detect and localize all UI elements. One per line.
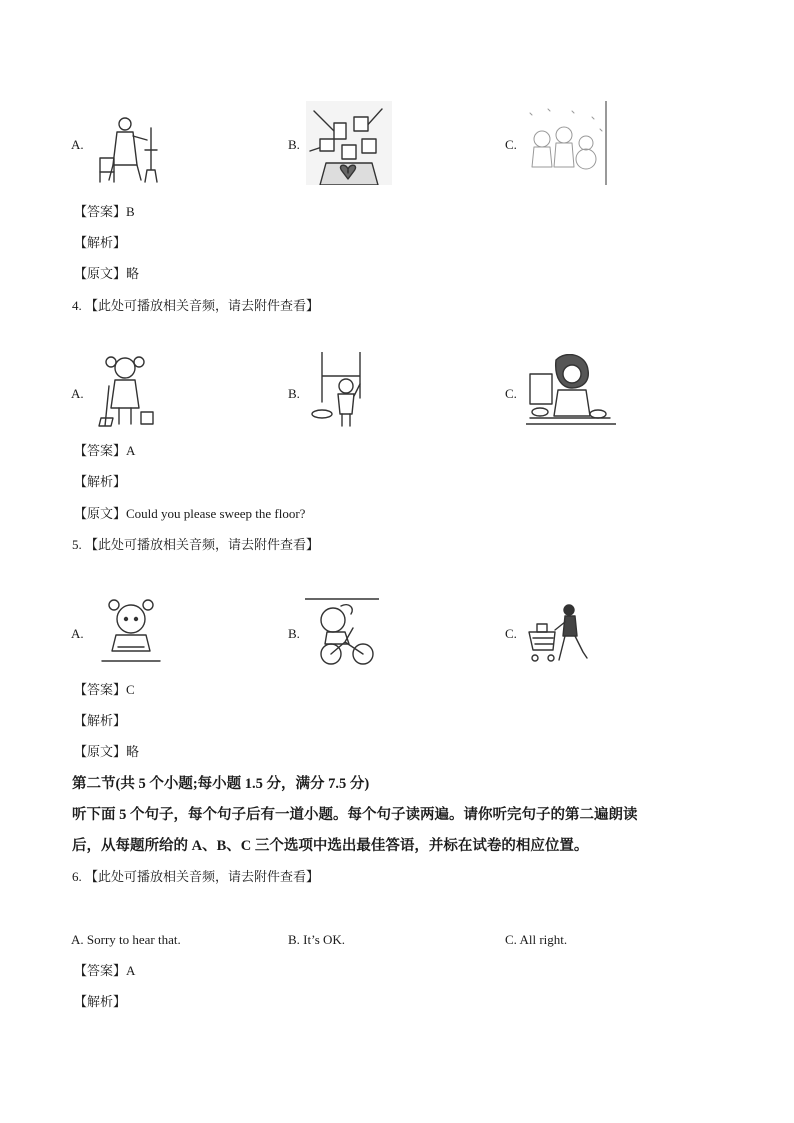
- q3-option-a-label: A.: [71, 137, 84, 152]
- q6-answer: 【答案】A: [74, 963, 136, 978]
- section2-instruction-line2: 后，从每题所给的 A、B、C 三个选项中选出最佳答语，并标在试卷的相应位置。: [72, 838, 589, 854]
- q5-option-b-label: B.: [288, 626, 300, 641]
- q4-option-a-label: A.: [71, 386, 84, 401]
- q5-original-text: 【原文】略: [74, 744, 140, 759]
- q6-option-c: C. All right.: [505, 932, 568, 947]
- q4-option-a-image: [97, 352, 159, 430]
- q3-option-a-image: [95, 110, 170, 185]
- q5-option-b-image: [305, 598, 379, 668]
- q6-prompt: 6. 【此处可播放相关音频，请去附件查看】: [72, 869, 320, 884]
- q6-option-a: A. Sorry to hear that.: [71, 932, 181, 947]
- q5-prompt: 5. 【此处可播放相关音频，请去附件查看】: [72, 537, 320, 552]
- q3-option-c-image: [522, 101, 608, 185]
- section2-heading: 第二节(共 5 个小题;每小题 1.5 分，满分 7.5 分): [72, 776, 370, 792]
- q3-analysis: 【解析】: [74, 235, 127, 250]
- q4-analysis: 【解析】: [74, 474, 127, 489]
- q3-original-text: 【原文】略: [74, 266, 140, 281]
- q3-option-b-label: B.: [288, 137, 300, 152]
- q6-option-b: B. It’s OK.: [288, 932, 346, 947]
- q5-option-c-label: C.: [505, 626, 517, 641]
- q4-prompt: 4. 【此处可播放相关音频，请去附件查看】: [72, 298, 320, 313]
- q6-analysis: 【解析】: [74, 994, 127, 1009]
- q5-option-a-image: [98, 597, 164, 665]
- q4-option-b-image: [310, 352, 370, 428]
- q4-option-c-image: [526, 354, 616, 428]
- q5-answer: 【答案】C: [74, 682, 135, 697]
- q3-option-b-image: [306, 101, 392, 185]
- q5-analysis: 【解析】: [74, 713, 127, 728]
- q4-option-c-label: C.: [505, 386, 517, 401]
- q5-option-c-image: [525, 602, 595, 666]
- section2-instruction-line1: 听下面 5 个句子，每个句子后有一道小题。每个句子读两遍。请你听完句子的第二遍朗读: [72, 807, 638, 823]
- q4-answer: 【答案】A: [74, 443, 136, 458]
- q4-original-text: 【原文】Could you please sweep the floor?: [74, 506, 306, 521]
- q3-option-c-label: C.: [505, 137, 517, 152]
- q4-option-b-label: B.: [288, 386, 300, 401]
- q3-answer: 【答案】B: [74, 204, 135, 219]
- q5-option-a-label: A.: [71, 626, 84, 641]
